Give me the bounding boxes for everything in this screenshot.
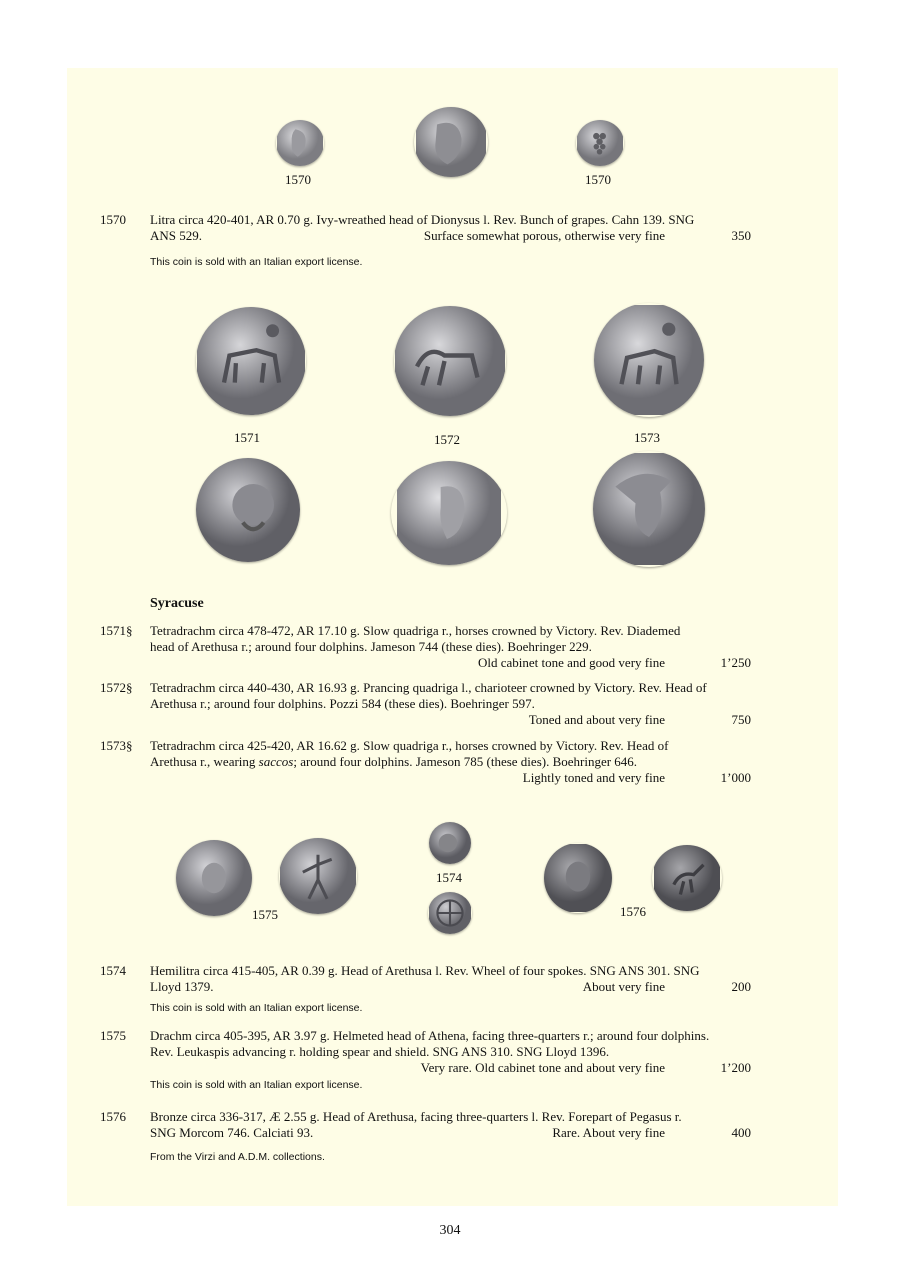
lot-description-line: Tetradrachm circa 425-420, AR 16.62 g. Slow quadriga r., horses crowned by Victory. Rev. Head of [150,738,669,753]
lot-text: ; around four dolphins. Jameson 785 (these dies). Boehringer 646. [293,754,638,769]
lot-description [150,738,751,786]
provenance-note: From the Virzi and A.D.M. collections. [150,1151,325,1163]
lot-number: 1574 [100,963,126,978]
lot-entry-1573 [100,738,751,786]
lot-estimate: 400 [731,1125,751,1140]
lot-entry-1570 [100,212,751,244]
lot-condition: About very fine [582,979,665,994]
export-license-note: This coin is sold with an Italian export license. [150,1002,363,1014]
section-heading: Syracuse [150,596,204,611]
lot-description-line: Litra circa 420-401, AR 0.70 g. Ivy-wreathed head of Dionysus l. Rev. Bunch of grapes. Cahn 139. SNG [150,212,695,227]
lot-text: Arethusa r., wearing [150,754,259,769]
lot-condition: Surface somewhat porous, otherwise very fine [423,228,665,243]
lot-estimate: 1’200 [720,1060,751,1075]
lot-description-line [150,1125,751,1141]
lot-description-line: Bronze circa 336-317, Æ 2.55 g. Head of Arethusa, facing three-quarters l. Rev. Forepart of Pegasus r. [150,1109,682,1124]
lot-description-line: Drachm circa 405-395, AR 3.97 g. Helmeted head of Athena, facing three-quarters r.; around four dolphins. [150,1028,710,1043]
lot-entry-1576 [100,1109,751,1141]
lot-description-line [150,228,751,244]
coin-1573-reverse-image [593,451,705,567]
coin-1575-obverse-image [176,840,252,916]
lot-condition: Toned and about very fine [528,712,665,727]
lot-estimate: 350 [731,228,751,243]
lot-entry-1572 [100,680,751,728]
lot-condition-row [150,1060,751,1076]
page-number: 304 [439,1223,461,1238]
lot-description-line: Arethusa r.; around four dolphins. Pozzi 584 (these dies). Boehringer 597. [150,696,535,711]
coin-label-1575: 1575 [252,907,278,922]
lot-description [150,212,751,244]
lot-condition-row [150,712,751,728]
lot-number: 1576 [100,1109,126,1124]
lot-entry-1575 [100,1028,751,1076]
lot-number: 1572§ [100,680,133,695]
lot-estimate: 1’250 [720,655,751,670]
export-license-note: This coin is sold with an Italian export license. [150,1079,363,1091]
coin-label-1574: 1574 [436,870,462,885]
lot-description [150,1028,751,1076]
lot-description-line: Rev. Leukaspis advancing r. holding spear and shield. SNG ANS 310. SNG Lloyd 1396. [150,1044,610,1059]
coin-1574-obverse-image [429,822,471,864]
lot-condition-row [150,770,751,786]
lot-number: 1575 [100,1028,126,1043]
coin-1570-reverse-image [576,120,624,166]
lot-number: 1570 [100,212,126,227]
lot-estimate: 750 [731,712,751,727]
lot-estimate: 200 [731,979,751,994]
lot-description [150,963,751,995]
lot-description-line [150,754,751,770]
lot-number: 1573§ [100,738,133,753]
coin-1571-reverse-image [196,458,300,562]
coin-1572-reverse-image [391,461,507,565]
coin-1572-obverse-image [394,306,506,416]
lot-description [150,680,751,728]
coin-1573-obverse-image [594,303,704,417]
coin-1570-obverse-large-image [414,107,488,177]
coin-1571-obverse-image [196,307,306,415]
lot-text-italic: saccos [258,754,294,769]
coin-1574-reverse-image [428,892,472,934]
coin-1576-reverse-image [652,845,722,911]
lot-description [150,623,751,671]
coin-label-1571: 1571 [234,430,260,445]
lot-entry-1574 [100,963,751,995]
lot-reference: ANS 529. [150,228,203,243]
coin-label-1572: 1572 [434,432,460,447]
lot-condition: Rare. About very fine [552,1125,665,1140]
lot-description-line [150,979,751,995]
lot-entry-1571 [100,623,751,671]
lot-description-line: Tetradrachm circa 478-472, AR 17.10 g. Slow quadriga r., horses crowned by Victory. Rev. Diademed [150,623,681,638]
lot-condition: Lightly toned and very fine [522,770,665,785]
lot-description-line: head of Arethusa r.; around four dolphins. Jameson 744 (these dies). Boehringer 229. [150,639,592,654]
lot-reference: Lloyd 1379. [150,979,214,994]
lot-number: 1571§ [100,623,133,638]
lot-condition: Old cabinet tone and good very fine [478,655,665,670]
export-license-note: This coin is sold with an Italian export license. [150,256,363,268]
coin-1570-obverse-image [276,120,324,166]
lot-description [150,1109,751,1141]
lot-description-line: Hemilitra circa 415-405, AR 0.39 g. Head of Arethusa l. Rev. Wheel of four spokes. SNG ANS 301. SNG [150,963,700,978]
coin-label-1573: 1573 [634,430,660,445]
coin-label-1570-right: 1570 [585,172,611,187]
coin-1576-obverse-image [544,843,612,913]
coin-1575-reverse-image [279,838,357,914]
lot-reference: SNG Morcom 746. Calciati 93. [150,1125,314,1140]
coin-label-1576: 1576 [620,904,646,919]
lot-condition: Very rare. Old cabinet tone and about very fine [420,1060,665,1075]
lot-estimate: 1’000 [720,770,751,785]
lot-description-line: Tetradrachm circa 440-430, AR 16.93 g. Prancing quadriga l., charioteer crowned by Victory. Rev. Head of [150,680,707,695]
lot-condition-row [150,655,751,671]
coin-label-1570-left: 1570 [285,172,311,187]
